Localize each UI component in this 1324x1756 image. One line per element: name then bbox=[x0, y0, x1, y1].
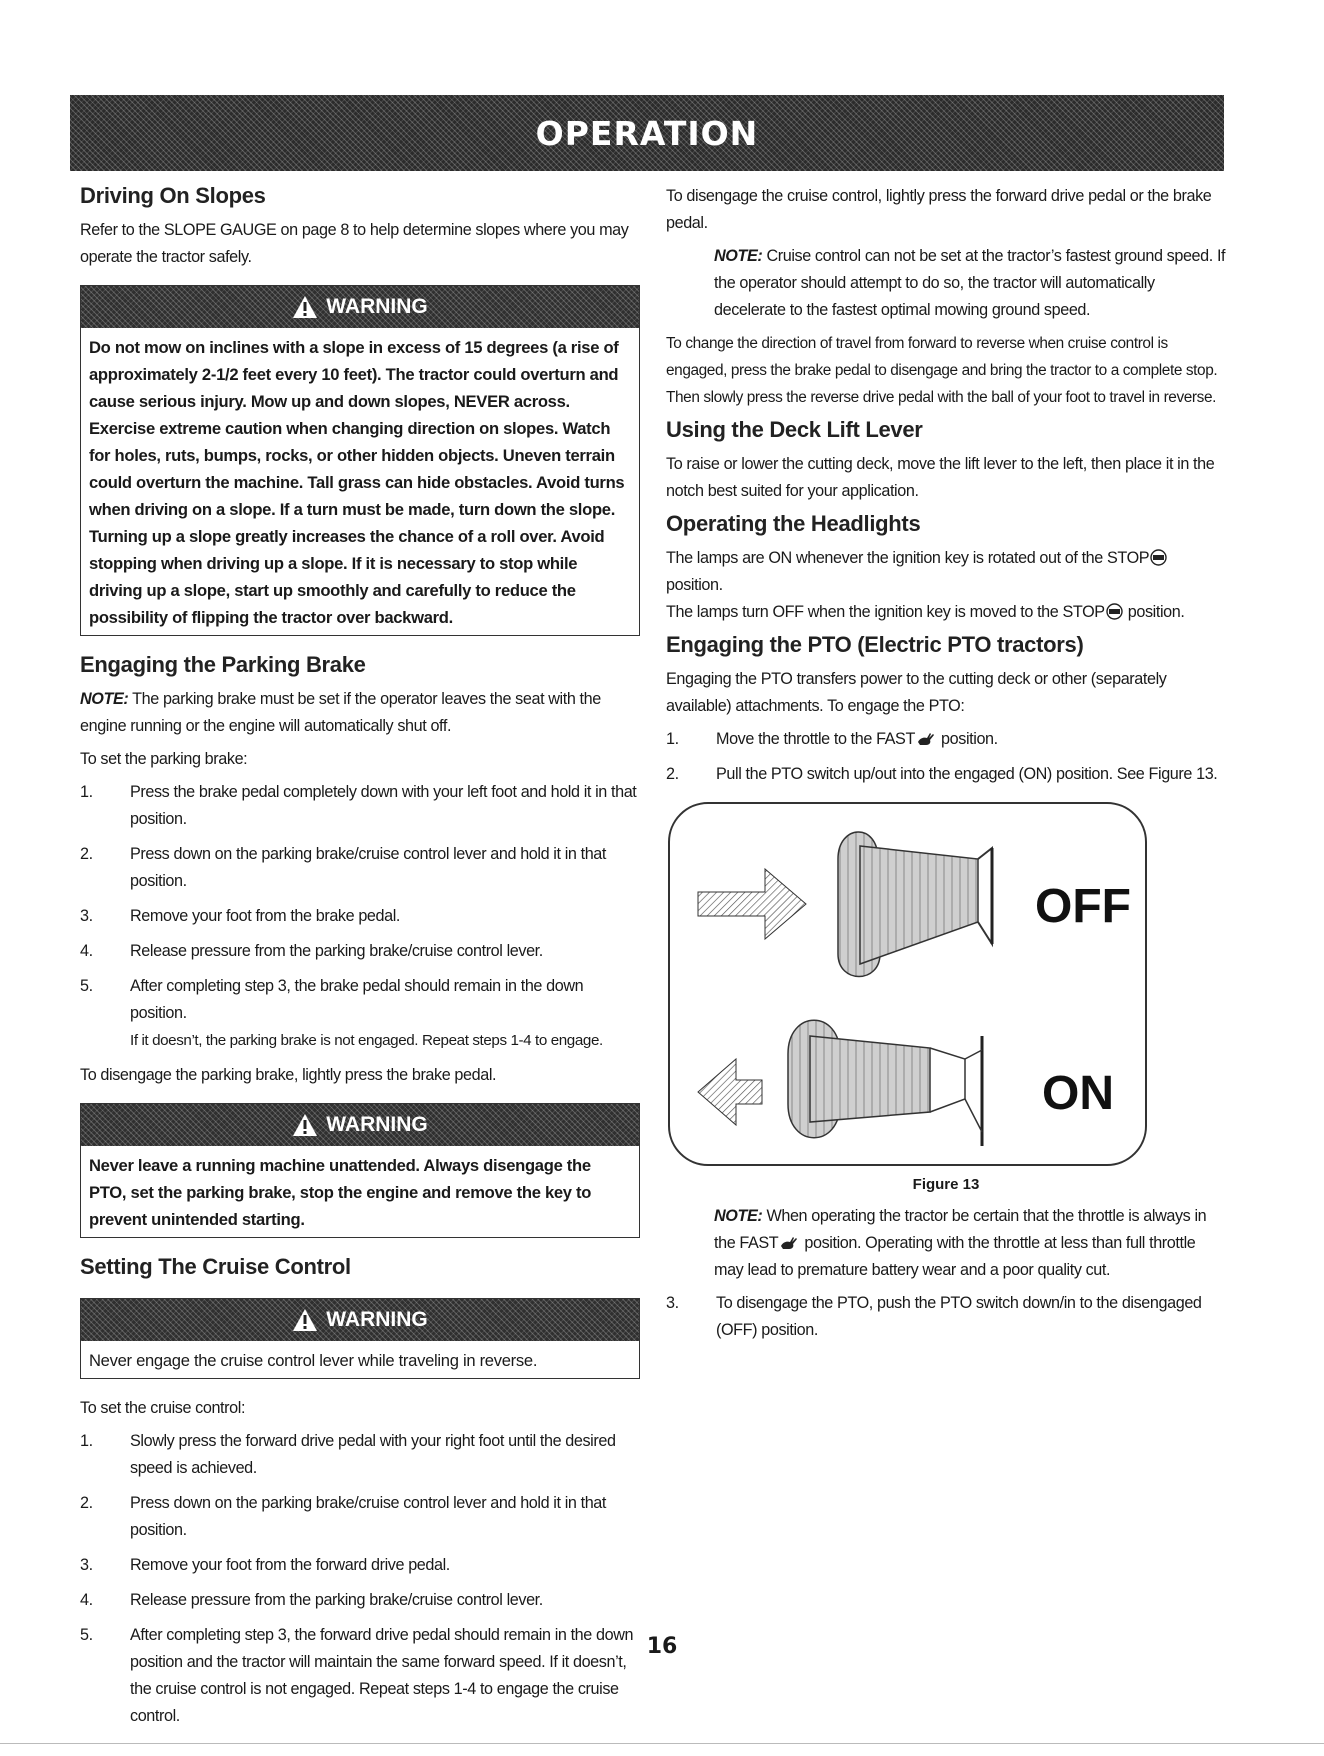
page-number: 16 bbox=[646, 1634, 678, 1659]
warning-box-unattended bbox=[80, 1103, 640, 1238]
list-item: 3. Remove your foot from the forward drive pedal. bbox=[80, 1556, 450, 1574]
cruise-note bbox=[666, 243, 1226, 324]
pto-knob-on bbox=[788, 1020, 982, 1146]
cruise-disengage: To disengage the cruise control, lightly press the forward drive pedal or the brake pedal. bbox=[666, 187, 1212, 232]
arrow-left-icon bbox=[698, 1059, 762, 1125]
pto-knob-off bbox=[838, 832, 992, 977]
stop-icon bbox=[1150, 549, 1167, 566]
warning-title: WARNING bbox=[326, 1308, 428, 1331]
list-item: 1. Move the throttle to the FAST position. bbox=[666, 730, 998, 748]
parking-note bbox=[80, 686, 640, 740]
pto-note: NOTE: When operating the tractor be certain that the throttle is always in the FAST position. Operating with the throttle at less than full throttle may lead to premature battery wear and a poor quality cut. bbox=[714, 1207, 1207, 1279]
arrow-right-icon bbox=[698, 869, 806, 939]
slopes-intro: Refer to the SLOPE GAUGE on page 8 to help determine slopes where you may operate the tractor safely. bbox=[80, 221, 629, 266]
heading-driving-on-slopes: Driving On Slopes bbox=[80, 183, 266, 208]
warning-triangle-icon bbox=[292, 295, 318, 319]
page-title: OPERATION bbox=[535, 113, 759, 153]
step-subtext: If it doesn’t, the parking brake is not engaged. Repeat steps 1-4 to engage. bbox=[130, 1032, 603, 1049]
heading-pto: Engaging the PTO (Electric PTO tractors) bbox=[666, 632, 1084, 657]
warning-triangle-icon bbox=[292, 1113, 318, 1137]
note-label: NOTE: bbox=[80, 690, 129, 708]
list-item: 2. Press down on the parking brake/cruise control lever and hold it in that position. bbox=[80, 1494, 606, 1539]
list-item: 1. Slowly press the forward drive pedal with your right foot until the desired speed is achieved. bbox=[80, 1432, 616, 1477]
list-item: 5. After completing step 3, the forward drive pedal should remain in the down position and the tractor will maintain the same forward speed. If it doesn’t, the cruise control is not engaged. Repeat steps 1-4 to engage the cruise control. bbox=[80, 1626, 634, 1725]
rabbit-fast-icon bbox=[779, 1234, 799, 1251]
warning-box-slopes bbox=[80, 285, 640, 636]
warning-text: Do not mow on inclines with a slope in excess of 15 degrees (a rise of approximately 2-1/2 feet every 10 feet). The tractor could overturn and cause serious injury. Mow up and down slopes, NEVER across. Exercise extreme caution when changing direction on slopes. Watch for holes, ruts, bumps, rocks, or other hidden objects. Uneven terrain could overturn the machine. Tall grass can hide obstacles. Avoid turns when driving on a slope. If a turn must be made, turn down the slope. Turning up a slope greatly increases the chance of a roll over. Avoid stopping when driving up a slope. If it is necessary to stop while driving up a slope, start up smoothly and carefully to reduce the possibility of flipping the tractor over backward. bbox=[89, 338, 625, 627]
bottom-divider bbox=[0, 1743, 1324, 1744]
pto-steps-cont bbox=[666, 1290, 1226, 1344]
parking-lead: To set the parking brake: bbox=[80, 750, 248, 768]
note-label: NOTE: bbox=[714, 247, 763, 265]
heading-headlights: Operating the Headlights bbox=[666, 511, 921, 536]
note-label: NOTE: bbox=[714, 1207, 763, 1225]
cruise-steps bbox=[80, 1428, 640, 1730]
cruise-lead: To set the cruise control: bbox=[80, 1399, 246, 1417]
heading-deck-lift: Using the Deck Lift Lever bbox=[666, 417, 923, 442]
deck-text: To raise or lower the cutting deck, move the lift lever to the left, then place it in the notch best suited for your application. bbox=[666, 455, 1215, 500]
note-text: Cruise control can not be set at the tractor’s fastest ground speed. If the operator should attempt to do so, the tractor will automatically decelerate to the fastest optimal mowing ground speed. bbox=[714, 247, 1226, 319]
figure-pto-switch bbox=[668, 802, 1147, 1166]
figure-caption: Figure 13 bbox=[912, 1176, 980, 1193]
warning-text: Never leave a running machine unattended. Always disengage the PTO, set the parking brake, stop the engine and remove the key to prevent unintended starting. bbox=[89, 1156, 592, 1229]
list-item: 3. To disengage the PTO, push the PTO switch down/in to the disengaged (OFF) position. bbox=[666, 1294, 1202, 1339]
headlights-text: The lamps are ON whenever the ignition key is rotated out of the STOP position. bbox=[666, 545, 1226, 599]
list-item: 1. Press the brake pedal completely down with your left foot and hold it in that position. bbox=[80, 783, 637, 828]
warning-header bbox=[81, 1104, 639, 1146]
note-text: The parking brake must be set if the operator leaves the seat with the engine running or the engine will automatically shut off. bbox=[80, 690, 601, 735]
rabbit-fast-icon bbox=[916, 730, 936, 747]
warning-box-cruise bbox=[80, 1298, 640, 1379]
warning-header bbox=[81, 286, 639, 328]
list-item: 2. Pull the PTO switch up/out into the engaged (ON) position. See Figure 13. bbox=[666, 765, 1218, 783]
label-on: ON bbox=[1042, 1067, 1114, 1120]
warning-text: Never engage the cruise control lever while traveling in reverse. bbox=[89, 1351, 538, 1370]
warning-header bbox=[81, 1299, 639, 1341]
warning-triangle-icon bbox=[292, 1308, 318, 1332]
list-item: 4. Release pressure from the parking brake/cruise control lever. bbox=[80, 1591, 543, 1609]
pto-intro: Engaging the PTO transfers power to the cutting deck or other (separately available) attachments. To engage the PTO: bbox=[666, 670, 1167, 715]
pto-steps bbox=[666, 726, 1226, 788]
cruise-direction: To change the direction of travel from forward to reverse when cruise control is engaged, press the brake pedal to disengage and bring the tractor to a complete stop. Then slowly press the reverse drive pedal with the ball of your foot to travel in reverse. bbox=[666, 335, 1218, 406]
left-column bbox=[80, 183, 640, 1738]
label-off: OFF bbox=[1035, 880, 1131, 933]
warning-title: WARNING bbox=[326, 1113, 428, 1136]
headlights-text-2: The lamps turn OFF when the ignition key is moved to the STOP position. bbox=[666, 603, 1185, 621]
list-item: 5. After completing step 3, the brake pedal should remain in the down position. If it doesn’t, the parking brake is not engaged. Repeat steps 1-4 to engage. bbox=[80, 977, 603, 1049]
right-column bbox=[666, 183, 1226, 1352]
parking-disengage: To disengage the parking brake, lightly press the brake pedal. bbox=[80, 1066, 497, 1084]
heading-cruise-control: Setting The Cruise Control bbox=[80, 1254, 351, 1279]
list-item: 2. Press down on the parking brake/cruise control lever and hold it in that position. bbox=[80, 845, 606, 890]
pto-diagram bbox=[670, 804, 1145, 1164]
heading-parking-brake: Engaging the Parking Brake bbox=[80, 652, 366, 677]
list-item: 4. Release pressure from the parking brake/cruise control lever. bbox=[80, 942, 543, 960]
warning-title: WARNING bbox=[326, 295, 428, 318]
section-banner bbox=[70, 95, 1224, 171]
list-item: 3. Remove your foot from the brake pedal. bbox=[80, 907, 401, 925]
parking-steps bbox=[80, 779, 640, 1054]
stop-icon bbox=[1106, 603, 1123, 620]
